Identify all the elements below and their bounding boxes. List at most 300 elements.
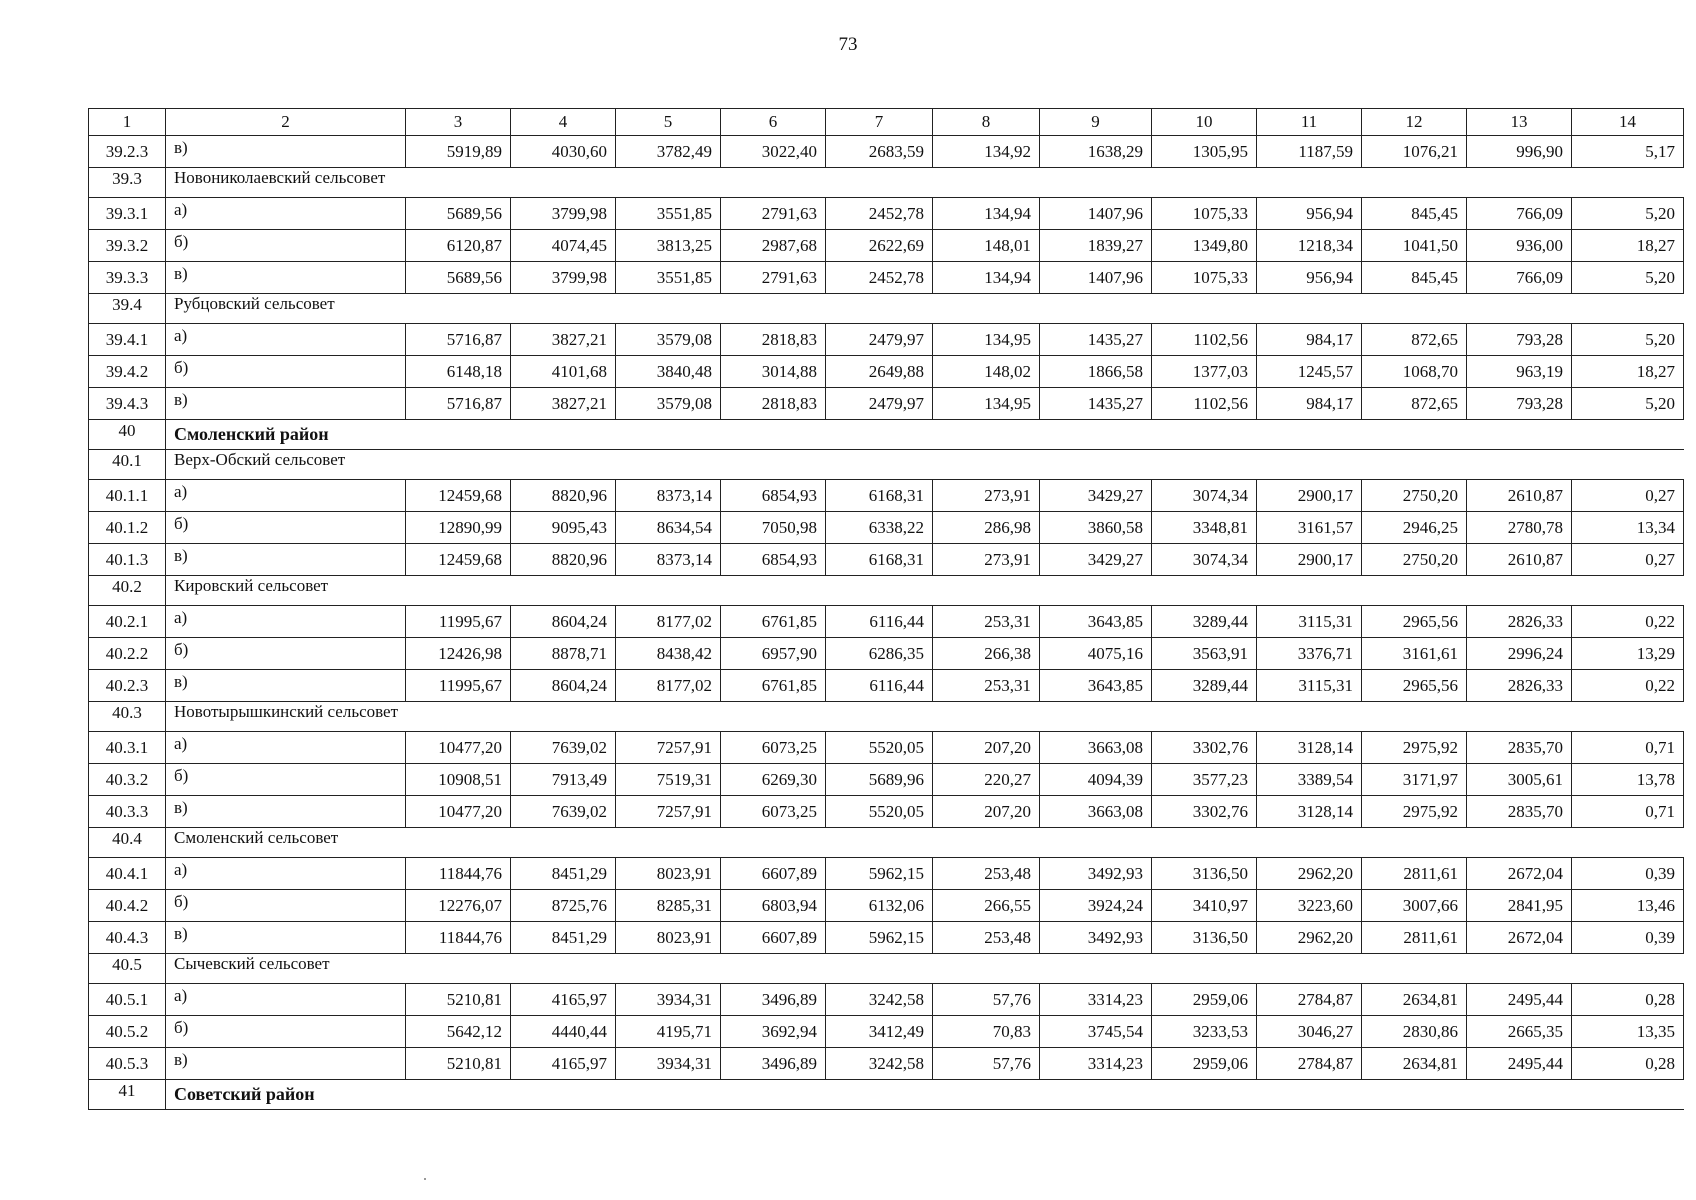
value-cell: 266,55	[933, 890, 1040, 922]
district-name: Смоленский район	[166, 420, 1684, 450]
table-row	[89, 480, 1684, 512]
value-cell: 766,09	[1467, 262, 1572, 294]
row-label: в)	[166, 670, 406, 702]
section-code: 39.3	[89, 168, 166, 198]
value-cell: 2996,24	[1467, 638, 1572, 670]
value-cell: 1041,50	[1362, 230, 1467, 262]
value-cell: 3074,34	[1152, 480, 1257, 512]
value-cell: 1245,57	[1257, 356, 1362, 388]
section-code: 40.4	[89, 828, 166, 858]
value-cell: 2634,81	[1362, 1048, 1467, 1080]
value-cell: 3496,89	[721, 984, 826, 1016]
value-cell: 8604,24	[511, 606, 616, 638]
council-name: Сычевский сельсовет	[166, 954, 1684, 984]
row-label: в)	[166, 796, 406, 828]
table-row	[89, 890, 1684, 922]
value-cell: 6761,85	[721, 606, 826, 638]
row-code: 40.3.1	[89, 732, 166, 764]
value-cell: 2962,20	[1257, 922, 1362, 954]
value-cell: 148,02	[933, 356, 1040, 388]
value-cell: 2683,59	[826, 136, 933, 168]
value-cell: 13,46	[1572, 890, 1684, 922]
value-cell: 996,90	[1467, 136, 1572, 168]
value-cell: 134,94	[933, 198, 1040, 230]
value-cell: 12426,98	[406, 638, 511, 670]
value-cell: 11995,67	[406, 670, 511, 702]
value-cell: 8451,29	[511, 922, 616, 954]
row-code: 40.3.3	[89, 796, 166, 828]
value-cell: 1435,27	[1040, 388, 1152, 420]
value-cell: 273,91	[933, 544, 1040, 576]
value-cell: 5919,89	[406, 136, 511, 168]
value-cell: 3128,14	[1257, 796, 1362, 828]
row-code: 40.5.2	[89, 1016, 166, 1048]
value-cell: 2610,87	[1467, 544, 1572, 576]
value-cell: 6607,89	[721, 922, 826, 954]
value-cell: 13,35	[1572, 1016, 1684, 1048]
section-code: 40.5	[89, 954, 166, 984]
row-label: в)	[166, 262, 406, 294]
value-cell: 2610,87	[1467, 480, 1572, 512]
value-cell: 13,34	[1572, 512, 1684, 544]
value-cell: 2959,06	[1152, 984, 1257, 1016]
value-cell: 6120,87	[406, 230, 511, 262]
value-cell: 6168,31	[826, 480, 933, 512]
value-cell: 3289,44	[1152, 670, 1257, 702]
value-cell: 3643,85	[1040, 670, 1152, 702]
value-cell: 2479,97	[826, 324, 933, 356]
value-cell: 2975,92	[1362, 796, 1467, 828]
value-cell: 9095,43	[511, 512, 616, 544]
value-cell: 8438,42	[616, 638, 721, 670]
value-cell: 0,27	[1572, 544, 1684, 576]
value-cell: 3376,71	[1257, 638, 1362, 670]
value-cell: 0,22	[1572, 670, 1684, 702]
row-code: 40.1.1	[89, 480, 166, 512]
table-row	[89, 388, 1684, 420]
value-cell: 1075,33	[1152, 262, 1257, 294]
value-cell: 3934,31	[616, 984, 721, 1016]
value-cell: 2965,56	[1362, 670, 1467, 702]
row-code: 39.3.2	[89, 230, 166, 262]
value-cell: 3242,58	[826, 984, 933, 1016]
value-cell: 8820,96	[511, 480, 616, 512]
value-cell: 3314,23	[1040, 984, 1152, 1016]
value-cell: 3389,54	[1257, 764, 1362, 796]
row-label: б)	[166, 890, 406, 922]
value-cell: 3577,23	[1152, 764, 1257, 796]
value-cell: 57,76	[933, 984, 1040, 1016]
value-cell: 134,94	[933, 262, 1040, 294]
value-cell: 963,19	[1467, 356, 1572, 388]
value-cell: 3005,61	[1467, 764, 1572, 796]
value-cell: 2818,83	[721, 388, 826, 420]
table-row	[89, 922, 1684, 954]
value-cell: 956,94	[1257, 262, 1362, 294]
value-cell: 5210,81	[406, 984, 511, 1016]
value-cell: 2672,04	[1467, 858, 1572, 890]
value-cell: 3136,50	[1152, 922, 1257, 954]
value-cell: 7639,02	[511, 732, 616, 764]
council-header-row	[89, 702, 1684, 732]
value-cell: 2665,35	[1467, 1016, 1572, 1048]
value-cell: 134,92	[933, 136, 1040, 168]
column-number: 4	[511, 109, 616, 136]
value-cell: 6803,94	[721, 890, 826, 922]
value-cell: 1102,56	[1152, 324, 1257, 356]
value-cell: 8177,02	[616, 606, 721, 638]
value-cell: 2784,87	[1257, 1048, 1362, 1080]
scan-speck	[424, 1178, 426, 1180]
value-cell: 3412,49	[826, 1016, 933, 1048]
value-cell: 3223,60	[1257, 890, 1362, 922]
table-row	[89, 136, 1684, 168]
value-cell: 3115,31	[1257, 670, 1362, 702]
value-cell: 12276,07	[406, 890, 511, 922]
row-label: а)	[166, 606, 406, 638]
value-cell: 7913,49	[511, 764, 616, 796]
value-cell: 8023,91	[616, 922, 721, 954]
value-cell: 5689,56	[406, 262, 511, 294]
value-cell: 12890,99	[406, 512, 511, 544]
value-cell: 13,78	[1572, 764, 1684, 796]
value-cell: 3496,89	[721, 1048, 826, 1080]
value-cell: 2791,63	[721, 198, 826, 230]
column-number: 3	[406, 109, 511, 136]
value-cell: 4195,71	[616, 1016, 721, 1048]
value-cell: 984,17	[1257, 388, 1362, 420]
value-cell: 3429,27	[1040, 544, 1152, 576]
section-code: 39.4	[89, 294, 166, 324]
table-body	[89, 109, 1684, 1110]
value-cell: 5962,15	[826, 858, 933, 890]
table-row	[89, 198, 1684, 230]
value-cell: 2987,68	[721, 230, 826, 262]
row-code: 40.5.3	[89, 1048, 166, 1080]
row-label: б)	[166, 638, 406, 670]
value-cell: 2634,81	[1362, 984, 1467, 1016]
value-cell: 2495,44	[1467, 1048, 1572, 1080]
value-cell: 1638,29	[1040, 136, 1152, 168]
value-cell: 5642,12	[406, 1016, 511, 1048]
value-cell: 4094,39	[1040, 764, 1152, 796]
council-name: Новониколаевский сельсовет	[166, 168, 1684, 198]
value-cell: 872,65	[1362, 388, 1467, 420]
value-cell: 5689,96	[826, 764, 933, 796]
value-cell: 253,31	[933, 606, 1040, 638]
value-cell: 5,20	[1572, 324, 1684, 356]
value-cell: 8634,54	[616, 512, 721, 544]
tariff-table	[88, 108, 1684, 1110]
value-cell: 4075,16	[1040, 638, 1152, 670]
value-cell: 2900,17	[1257, 480, 1362, 512]
value-cell: 936,00	[1467, 230, 1572, 262]
value-cell: 3302,76	[1152, 732, 1257, 764]
value-cell: 3663,08	[1040, 732, 1152, 764]
table-row	[89, 512, 1684, 544]
row-code: 40.4.2	[89, 890, 166, 922]
row-code: 39.3.1	[89, 198, 166, 230]
value-cell: 8373,14	[616, 544, 721, 576]
value-cell: 3302,76	[1152, 796, 1257, 828]
value-cell: 2835,70	[1467, 732, 1572, 764]
value-cell: 12459,68	[406, 480, 511, 512]
value-cell: 2959,06	[1152, 1048, 1257, 1080]
section-code: 40.1	[89, 450, 166, 480]
column-number: 13	[1467, 109, 1572, 136]
value-cell: 6168,31	[826, 544, 933, 576]
value-cell: 2784,87	[1257, 984, 1362, 1016]
value-cell: 3563,91	[1152, 638, 1257, 670]
value-cell: 4440,44	[511, 1016, 616, 1048]
value-cell: 6148,18	[406, 356, 511, 388]
value-cell: 6116,44	[826, 606, 933, 638]
value-cell: 8023,91	[616, 858, 721, 890]
value-cell: 7519,31	[616, 764, 721, 796]
value-cell: 3348,81	[1152, 512, 1257, 544]
value-cell: 4101,68	[511, 356, 616, 388]
table-row	[89, 230, 1684, 262]
value-cell: 253,31	[933, 670, 1040, 702]
value-cell: 766,09	[1467, 198, 1572, 230]
value-cell: 18,27	[1572, 230, 1684, 262]
value-cell: 18,27	[1572, 356, 1684, 388]
row-code: 39.4.1	[89, 324, 166, 356]
value-cell: 3934,31	[616, 1048, 721, 1080]
row-label: а)	[166, 858, 406, 890]
council-header-row	[89, 294, 1684, 324]
value-cell: 11844,76	[406, 922, 511, 954]
column-number: 2	[166, 109, 406, 136]
value-cell: 3860,58	[1040, 512, 1152, 544]
value-cell: 3799,98	[511, 198, 616, 230]
value-cell: 6607,89	[721, 858, 826, 890]
value-cell: 207,20	[933, 732, 1040, 764]
row-code: 39.4.3	[89, 388, 166, 420]
row-code: 40.2.1	[89, 606, 166, 638]
value-cell: 2811,61	[1362, 922, 1467, 954]
row-label: а)	[166, 324, 406, 356]
column-number: 8	[933, 109, 1040, 136]
value-cell: 0,27	[1572, 480, 1684, 512]
value-cell: 8604,24	[511, 670, 616, 702]
value-cell: 148,01	[933, 230, 1040, 262]
table-row	[89, 984, 1684, 1016]
council-name: Кировский сельсовет	[166, 576, 1684, 606]
row-code: 40.4.1	[89, 858, 166, 890]
row-label: б)	[166, 512, 406, 544]
value-cell: 3289,44	[1152, 606, 1257, 638]
row-label: а)	[166, 198, 406, 230]
table-row	[89, 1048, 1684, 1080]
column-number: 5	[616, 109, 721, 136]
row-code: 40.5.1	[89, 984, 166, 1016]
council-name: Рубцовский сельсовет	[166, 294, 1684, 324]
value-cell: 3551,85	[616, 198, 721, 230]
value-cell: 2479,97	[826, 388, 933, 420]
value-cell: 5210,81	[406, 1048, 511, 1080]
value-cell: 1866,58	[1040, 356, 1152, 388]
value-cell: 1407,96	[1040, 198, 1152, 230]
value-cell: 4074,45	[511, 230, 616, 262]
value-cell: 3813,25	[616, 230, 721, 262]
value-cell: 5,20	[1572, 198, 1684, 230]
value-cell: 2841,95	[1467, 890, 1572, 922]
row-code: 40.2.2	[89, 638, 166, 670]
value-cell: 0,22	[1572, 606, 1684, 638]
value-cell: 5962,15	[826, 922, 933, 954]
value-cell: 5520,05	[826, 732, 933, 764]
row-label: б)	[166, 764, 406, 796]
section-code: 40	[89, 420, 166, 450]
value-cell: 3551,85	[616, 262, 721, 294]
value-cell: 2750,20	[1362, 480, 1467, 512]
value-cell: 3692,94	[721, 1016, 826, 1048]
value-cell: 5716,87	[406, 324, 511, 356]
value-cell: 1305,95	[1152, 136, 1257, 168]
value-cell: 956,94	[1257, 198, 1362, 230]
value-cell: 5716,87	[406, 388, 511, 420]
value-cell: 8878,71	[511, 638, 616, 670]
row-code: 39.3.3	[89, 262, 166, 294]
value-cell: 134,95	[933, 324, 1040, 356]
value-cell: 1349,80	[1152, 230, 1257, 262]
value-cell: 3492,93	[1040, 858, 1152, 890]
table-row	[89, 356, 1684, 388]
row-code: 40.2.3	[89, 670, 166, 702]
value-cell: 2830,86	[1362, 1016, 1467, 1048]
value-cell: 2962,20	[1257, 858, 1362, 890]
value-cell: 4030,60	[511, 136, 616, 168]
column-number: 14	[1572, 109, 1684, 136]
council-header-row	[89, 954, 1684, 984]
value-cell: 3492,93	[1040, 922, 1152, 954]
row-code: 40.1.2	[89, 512, 166, 544]
column-number: 6	[721, 109, 826, 136]
value-cell: 3579,08	[616, 324, 721, 356]
council-header-row	[89, 576, 1684, 606]
value-cell: 3799,98	[511, 262, 616, 294]
row-code: 40.4.3	[89, 922, 166, 954]
table-row	[89, 732, 1684, 764]
row-code: 39.2.3	[89, 136, 166, 168]
value-cell: 8373,14	[616, 480, 721, 512]
row-label: в)	[166, 922, 406, 954]
section-code: 40.3	[89, 702, 166, 732]
value-cell: 2649,88	[826, 356, 933, 388]
value-cell: 3046,27	[1257, 1016, 1362, 1048]
value-cell: 2811,61	[1362, 858, 1467, 890]
row-label: а)	[166, 480, 406, 512]
value-cell: 2452,78	[826, 262, 933, 294]
table-row	[89, 670, 1684, 702]
value-cell: 3924,24	[1040, 890, 1152, 922]
column-number: 11	[1257, 109, 1362, 136]
column-number: 7	[826, 109, 933, 136]
column-number: 1	[89, 109, 166, 136]
value-cell: 10477,20	[406, 796, 511, 828]
value-cell: 3745,54	[1040, 1016, 1152, 1048]
value-cell: 3827,21	[511, 388, 616, 420]
value-cell: 6286,35	[826, 638, 933, 670]
table-row	[89, 544, 1684, 576]
table-row	[89, 324, 1684, 356]
value-cell: 3171,97	[1362, 764, 1467, 796]
value-cell: 6269,30	[721, 764, 826, 796]
value-cell: 2835,70	[1467, 796, 1572, 828]
council-name: Верх-Обский сельсовет	[166, 450, 1684, 480]
council-name: Смоленский сельсовет	[166, 828, 1684, 858]
value-cell: 3233,53	[1152, 1016, 1257, 1048]
value-cell: 845,45	[1362, 262, 1467, 294]
council-header-row	[89, 828, 1684, 858]
table-row	[89, 764, 1684, 796]
value-cell: 5689,56	[406, 198, 511, 230]
row-label: а)	[166, 984, 406, 1016]
value-cell: 266,38	[933, 638, 1040, 670]
value-cell: 5,17	[1572, 136, 1684, 168]
table-row	[89, 606, 1684, 638]
council-header-row	[89, 168, 1684, 198]
value-cell: 5520,05	[826, 796, 933, 828]
value-cell: 0,39	[1572, 858, 1684, 890]
value-cell: 7639,02	[511, 796, 616, 828]
value-cell: 6132,06	[826, 890, 933, 922]
value-cell: 793,28	[1467, 388, 1572, 420]
value-cell: 2750,20	[1362, 544, 1467, 576]
value-cell: 2900,17	[1257, 544, 1362, 576]
value-cell: 3115,31	[1257, 606, 1362, 638]
value-cell: 273,91	[933, 480, 1040, 512]
value-cell: 3136,50	[1152, 858, 1257, 890]
district-header-row	[89, 420, 1684, 450]
value-cell: 253,48	[933, 858, 1040, 890]
value-cell: 5,20	[1572, 262, 1684, 294]
value-cell: 1102,56	[1152, 388, 1257, 420]
value-cell: 2965,56	[1362, 606, 1467, 638]
value-cell: 7050,98	[721, 512, 826, 544]
table-row	[89, 858, 1684, 890]
value-cell: 8285,31	[616, 890, 721, 922]
value-cell: 3161,57	[1257, 512, 1362, 544]
value-cell: 2818,83	[721, 324, 826, 356]
row-label: б)	[166, 1016, 406, 1048]
row-label: б)	[166, 356, 406, 388]
value-cell: 6854,93	[721, 544, 826, 576]
value-cell: 2452,78	[826, 198, 933, 230]
value-cell: 6073,25	[721, 732, 826, 764]
value-cell: 6338,22	[826, 512, 933, 544]
value-cell: 8451,29	[511, 858, 616, 890]
value-cell: 2946,25	[1362, 512, 1467, 544]
section-code: 40.2	[89, 576, 166, 606]
district-name: Советский район	[166, 1080, 1684, 1110]
tariff-table-container	[88, 108, 1696, 1110]
value-cell: 1839,27	[1040, 230, 1152, 262]
value-cell: 1187,59	[1257, 136, 1362, 168]
row-label: в)	[166, 1048, 406, 1080]
value-cell: 6073,25	[721, 796, 826, 828]
value-cell: 2826,33	[1467, 606, 1572, 638]
value-cell: 5,20	[1572, 388, 1684, 420]
value-cell: 3827,21	[511, 324, 616, 356]
value-cell: 2791,63	[721, 262, 826, 294]
column-number: 12	[1362, 109, 1467, 136]
council-header-row	[89, 450, 1684, 480]
page-number: 73	[838, 34, 858, 55]
value-cell: 7257,91	[616, 732, 721, 764]
value-cell: 10908,51	[406, 764, 511, 796]
